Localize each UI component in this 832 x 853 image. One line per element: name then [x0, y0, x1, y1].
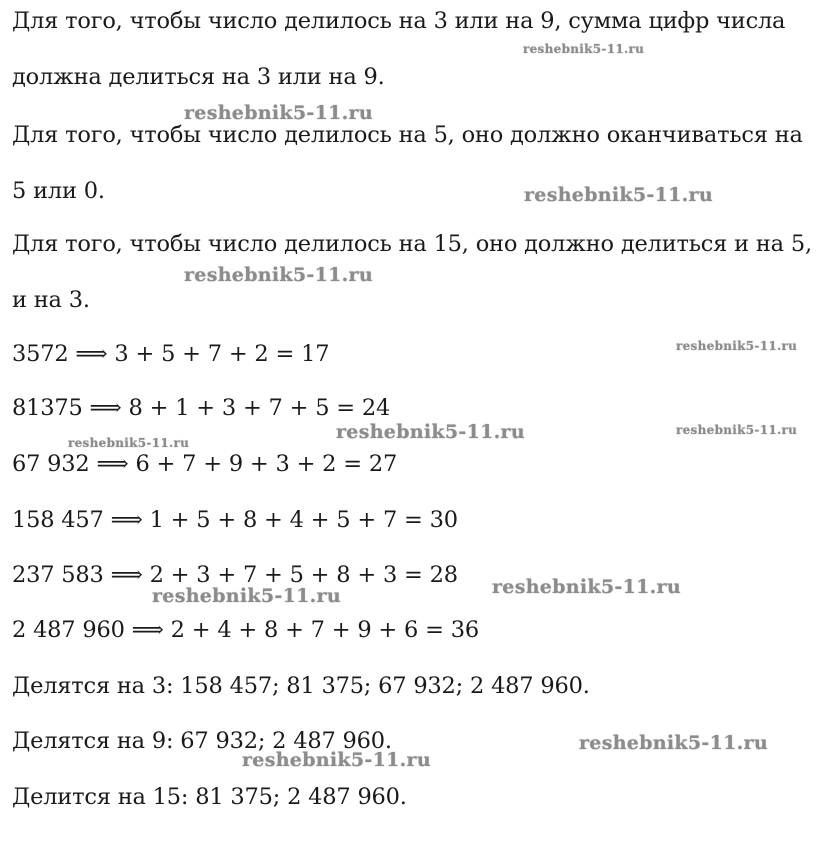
watermark: reshebnik5-11.ru — [492, 576, 681, 598]
watermark: reshebnik5-11.ru — [184, 264, 373, 286]
equation-line-1: 3572 ⟹ 3 + 5 + 7 + 2 = 17 — [12, 341, 330, 367]
answer-line-div15: Делится на 15: 81 375; 2 487 960. — [12, 784, 407, 810]
equation-line-3: 67 932 ⟹ 6 + 7 + 9 + 3 + 2 = 27 — [12, 451, 398, 477]
watermark: reshebnik5-11.ru — [242, 749, 431, 771]
equation-line-5: 237 583 ⟹ 2 + 3 + 7 + 5 + 8 + 3 = 28 — [12, 562, 458, 588]
watermark: reshebnik5-11.ru — [336, 421, 525, 443]
text-line-4: 5 или 0. — [12, 178, 105, 204]
watermark: reshebnik5-11.ru — [68, 436, 190, 450]
answer-line-div9: Делятся на 9: 67 932; 2 487 960. — [12, 728, 392, 754]
text-line-1: Для того, чтобы число делилось на 3 или на 9, сумма цифр числа — [12, 8, 786, 34]
text-line-5: Для того, чтобы число делилось на 15, оно должно делиться и на 5, — [12, 231, 812, 257]
watermark: reshebnik5-11.ru — [676, 423, 798, 437]
watermark: reshebnik5-11.ru — [184, 102, 373, 124]
answer-line-div3: Делятся на 3: 158 457; 81 375; 67 932; 2 487 960. — [12, 673, 590, 699]
equation-line-4: 158 457 ⟹ 1 + 5 + 8 + 4 + 5 + 7 = 30 — [12, 507, 458, 533]
equation-line-2: 81375 ⟹ 8 + 1 + 3 + 7 + 5 = 24 — [12, 395, 391, 421]
watermark: reshebnik5-11.ru — [523, 42, 645, 56]
watermark: reshebnik5-11.ru — [152, 585, 341, 607]
text-line-3: Для того, чтобы число делилось на 5, оно должно оканчиваться на — [12, 122, 803, 148]
equation-line-6: 2 487 960 ⟹ 2 + 4 + 8 + 7 + 9 + 6 = 36 — [12, 617, 479, 643]
watermark: reshebnik5-11.ru — [579, 732, 768, 754]
watermark: reshebnik5-11.ru — [676, 339, 798, 353]
text-line-2: должна делиться на 3 или на 9. — [12, 64, 385, 90]
watermark: reshebnik5-11.ru — [524, 184, 713, 206]
text-line-6: и на 3. — [12, 287, 90, 313]
